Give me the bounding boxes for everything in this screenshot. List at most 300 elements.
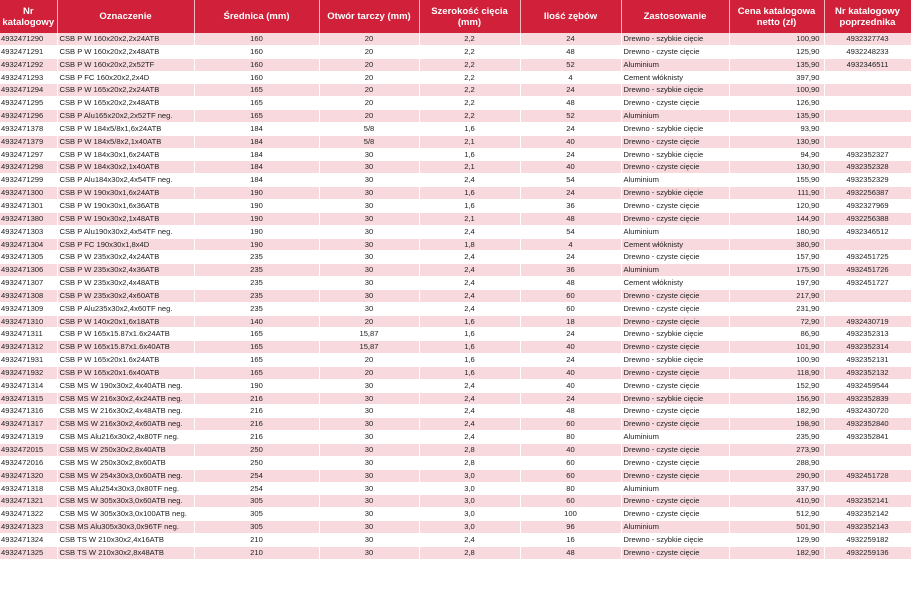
cell-bore: 5/8 (319, 122, 419, 135)
cell-catalog-number: 4932471296 (0, 110, 57, 123)
table-row (0, 392, 911, 405)
cell-bore: 30 (319, 264, 419, 277)
cell-diameter: 160 (194, 33, 319, 45)
cell-designation: CSB P W 190x30x2,1x48ATB (57, 212, 194, 225)
cell-teeth-count: 48 (520, 212, 621, 225)
header-net-price: Cena katalogowa netto (zł) (729, 0, 824, 33)
cell-previous-catalog-number: 4932459544 (824, 379, 911, 392)
table-row (0, 110, 911, 123)
cell-application: Drewno - szybkie cięcie (621, 122, 729, 135)
cell-teeth-count: 52 (520, 110, 621, 123)
cell-teeth-count: 4 (520, 238, 621, 251)
cell-bore: 20 (319, 84, 419, 97)
table-row (0, 97, 911, 110)
cell-bore: 30 (319, 495, 419, 508)
cell-teeth-count: 24 (520, 84, 621, 97)
cell-designation: CSB MS W 305x30x3,0x60ATB neg. (57, 495, 194, 508)
cell-cut-width: 2,4 (419, 379, 520, 392)
cell-diameter: 160 (194, 71, 319, 84)
cell-cut-width: 1,6 (419, 315, 520, 328)
cell-teeth-count: 60 (520, 469, 621, 482)
cell-cut-width: 2,4 (419, 392, 520, 405)
cell-cut-width: 1,6 (419, 187, 520, 200)
cell-diameter: 184 (194, 122, 319, 135)
cell-bore: 30 (319, 277, 419, 290)
cell-cut-width: 1,6 (419, 148, 520, 161)
cell-net-price: 198,90 (729, 418, 824, 431)
cell-application: Cement włóknisty (621, 238, 729, 251)
cell-net-price: 100,90 (729, 84, 824, 97)
cell-bore: 30 (319, 392, 419, 405)
cell-previous-catalog-number (824, 97, 911, 110)
cell-bore: 30 (319, 444, 419, 457)
cell-previous-catalog-number: 4932451728 (824, 469, 911, 482)
table-row (0, 521, 911, 534)
table-row (0, 482, 911, 495)
cell-cut-width: 1,6 (419, 354, 520, 367)
cell-teeth-count: 52 (520, 58, 621, 71)
table-row (0, 277, 911, 290)
cell-previous-catalog-number: 4932259182 (824, 533, 911, 546)
cell-designation: CSB TS W 210x30x2,4x16ATB (57, 533, 194, 546)
cell-diameter: 254 (194, 482, 319, 495)
table-row (0, 508, 911, 521)
cell-bore: 5/8 (319, 135, 419, 148)
cell-catalog-number: 4932471306 (0, 264, 57, 277)
header-row (0, 0, 911, 33)
cell-net-price: 180,90 (729, 225, 824, 238)
cell-diameter: 305 (194, 495, 319, 508)
cell-application: Aluminium (621, 110, 729, 123)
cell-teeth-count: 60 (520, 302, 621, 315)
cell-catalog-number: 4932471309 (0, 302, 57, 315)
cell-previous-catalog-number: 4932352142 (824, 508, 911, 521)
cell-catalog-number: 4932471314 (0, 379, 57, 392)
cell-designation: CSB P W 190x30x1,6x36ATB (57, 199, 194, 212)
cell-cut-width: 2,1 (419, 135, 520, 148)
cell-diameter: 235 (194, 289, 319, 302)
cell-application: Drewno - czyste cięcie (621, 302, 729, 315)
cell-bore: 30 (319, 533, 419, 546)
cell-net-price: 72,90 (729, 315, 824, 328)
cell-designation: CSB P FC 160x20x2,2x4D (57, 71, 194, 84)
cell-bore: 20 (319, 354, 419, 367)
cell-diameter: 190 (194, 379, 319, 392)
cell-previous-catalog-number (824, 482, 911, 495)
cell-previous-catalog-number: 4932346512 (824, 225, 911, 238)
table-row (0, 315, 911, 328)
cell-previous-catalog-number: 4932451725 (824, 251, 911, 264)
cell-bore: 30 (319, 174, 419, 187)
cell-net-price: 152,90 (729, 379, 824, 392)
cell-teeth-count: 100 (520, 508, 621, 521)
cell-designation: CSB P W 184x30x2,1x40ATB (57, 161, 194, 174)
cell-cut-width: 3,0 (419, 508, 520, 521)
cell-cut-width: 3,0 (419, 482, 520, 495)
cell-teeth-count: 96 (520, 521, 621, 534)
cell-catalog-number: 4932471292 (0, 58, 57, 71)
cell-catalog-number: 4932471299 (0, 174, 57, 187)
cell-application: Drewno - czyste cięcie (621, 469, 729, 482)
cell-application: Drewno - czyste cięcie (621, 495, 729, 508)
table-row (0, 495, 911, 508)
cell-diameter: 165 (194, 366, 319, 379)
cell-net-price: 100,90 (729, 354, 824, 367)
table-row (0, 418, 911, 431)
cell-diameter: 210 (194, 546, 319, 559)
cell-catalog-number: 4932471378 (0, 122, 57, 135)
cell-cut-width: 2,4 (419, 533, 520, 546)
cell-net-price: 135,90 (729, 58, 824, 71)
cell-net-price: 118,90 (729, 366, 824, 379)
cell-designation: CSB P FC 190x30x1,8x4D (57, 238, 194, 251)
cell-net-price: 129,90 (729, 533, 824, 546)
table-row (0, 58, 911, 71)
cell-net-price: 101,90 (729, 341, 824, 354)
table-row (0, 238, 911, 251)
cell-previous-catalog-number (824, 135, 911, 148)
table-row (0, 456, 911, 469)
cell-net-price: 125,90 (729, 45, 824, 58)
cell-application: Drewno - szybkie cięcie (621, 148, 729, 161)
cell-previous-catalog-number: 4932451726 (824, 264, 911, 277)
cell-application: Drewno - czyste cięcie (621, 289, 729, 302)
cell-bore: 30 (319, 521, 419, 534)
cell-bore: 15,87 (319, 328, 419, 341)
cell-application: Drewno - czyste cięcie (621, 405, 729, 418)
table-row (0, 289, 911, 302)
cell-application: Aluminium (621, 431, 729, 444)
cell-application: Aluminium (621, 58, 729, 71)
cell-teeth-count: 48 (520, 277, 621, 290)
cell-previous-catalog-number: 4932352141 (824, 495, 911, 508)
cell-bore: 30 (319, 238, 419, 251)
cell-catalog-number: 4932471380 (0, 212, 57, 225)
table-row (0, 225, 911, 238)
cell-diameter: 190 (194, 225, 319, 238)
cell-designation: CSB P W 165x15.87x1.6x24ATB (57, 328, 194, 341)
cell-teeth-count: 48 (520, 546, 621, 559)
cell-bore: 20 (319, 97, 419, 110)
cell-designation: CSB P W 165x20x1.6x40ATB (57, 366, 194, 379)
cell-application: Drewno - czyste cięcie (621, 341, 729, 354)
cell-bore: 20 (319, 33, 419, 45)
cell-catalog-number: 4932471308 (0, 289, 57, 302)
cell-catalog-number: 4932471295 (0, 97, 57, 110)
cell-net-price: 175,90 (729, 264, 824, 277)
cell-catalog-number: 4932471319 (0, 431, 57, 444)
cell-application: Drewno - szybkie cięcie (621, 328, 729, 341)
cell-cut-width: 2,4 (419, 289, 520, 302)
cell-cut-width: 2,4 (419, 251, 520, 264)
cell-application: Drewno - szybkie cięcie (621, 33, 729, 45)
cell-application: Drewno - czyste cięcie (621, 45, 729, 58)
cell-previous-catalog-number: 4932352313 (824, 328, 911, 341)
cell-previous-catalog-number: 4932430720 (824, 405, 911, 418)
header-designation: Oznaczenie (57, 0, 194, 33)
cell-cut-width: 2,2 (419, 110, 520, 123)
cell-cut-width: 2,2 (419, 71, 520, 84)
cell-diameter: 235 (194, 277, 319, 290)
cell-diameter: 190 (194, 199, 319, 212)
table-row (0, 405, 911, 418)
cell-catalog-number: 4932471325 (0, 546, 57, 559)
cell-previous-catalog-number: 4932346511 (824, 58, 911, 71)
cell-application: Drewno - czyste cięcie (621, 97, 729, 110)
cell-designation: CSB P Alu184x30x2,4x54TF neg. (57, 174, 194, 187)
cell-previous-catalog-number: 4932352327 (824, 148, 911, 161)
cell-net-price: 512,90 (729, 508, 824, 521)
cell-diameter: 190 (194, 212, 319, 225)
cell-teeth-count: 24 (520, 328, 621, 341)
table-row (0, 302, 911, 315)
cell-teeth-count: 60 (520, 418, 621, 431)
cell-cut-width: 2,1 (419, 212, 520, 225)
cell-teeth-count: 16 (520, 533, 621, 546)
table-row (0, 174, 911, 187)
cell-catalog-number: 4932471311 (0, 328, 57, 341)
cell-cut-width: 1,6 (419, 199, 520, 212)
cell-previous-catalog-number: 4932256388 (824, 212, 911, 225)
cell-net-price: 86,90 (729, 328, 824, 341)
cell-teeth-count: 4 (520, 71, 621, 84)
cell-bore: 15,87 (319, 341, 419, 354)
cell-teeth-count: 48 (520, 405, 621, 418)
cell-diameter: 216 (194, 418, 319, 431)
cell-previous-catalog-number: 4932327743 (824, 33, 911, 45)
cell-teeth-count: 54 (520, 225, 621, 238)
cell-cut-width: 3,0 (419, 521, 520, 534)
cell-cut-width: 3,0 (419, 469, 520, 482)
table-row (0, 366, 911, 379)
cell-diameter: 250 (194, 456, 319, 469)
cell-cut-width: 2,4 (419, 225, 520, 238)
table-row (0, 328, 911, 341)
cell-designation: CSB P W 184x5/8x1,6x24ATB (57, 122, 194, 135)
cell-catalog-number: 4932471320 (0, 469, 57, 482)
table-row (0, 199, 911, 212)
cell-teeth-count: 24 (520, 354, 621, 367)
cell-designation: CSB P W 165x20x2,2x48ATB (57, 97, 194, 110)
cell-diameter: 305 (194, 508, 319, 521)
cell-diameter: 165 (194, 341, 319, 354)
cell-designation: CSB P W 235x30x2,4x24ATB (57, 251, 194, 264)
cell-application: Drewno - czyste cięcie (621, 546, 729, 559)
cell-designation: CSB MS Alu254x30x3,0x80TF neg. (57, 482, 194, 495)
cell-designation: CSB P W 140x20x1,6x18ATB (57, 315, 194, 328)
cell-diameter: 184 (194, 135, 319, 148)
cell-net-price: 126,90 (729, 97, 824, 110)
cell-teeth-count: 24 (520, 148, 621, 161)
cell-net-price: 156,90 (729, 392, 824, 405)
cell-diameter: 216 (194, 392, 319, 405)
header-bore: Otwór tarczy (mm) (319, 0, 419, 33)
cell-application: Drewno - szybkie cięcie (621, 84, 729, 97)
cell-catalog-number: 4932471321 (0, 495, 57, 508)
cell-previous-catalog-number: 4932352143 (824, 521, 911, 534)
cell-cut-width: 2,4 (419, 405, 520, 418)
cell-application: Drewno - czyste cięcie (621, 315, 729, 328)
cell-net-price: 155,90 (729, 174, 824, 187)
cell-catalog-number: 4932471294 (0, 84, 57, 97)
cell-teeth-count: 48 (520, 97, 621, 110)
cell-net-price: 100,90 (729, 33, 824, 45)
cell-designation: CSB MS W 190x30x2,4x40ATB neg. (57, 379, 194, 392)
cell-diameter: 216 (194, 405, 319, 418)
cell-application: Drewno - szybkie cięcie (621, 392, 729, 405)
cell-cut-width: 1,6 (419, 328, 520, 341)
cell-teeth-count: 36 (520, 264, 621, 277)
cell-bore: 30 (319, 379, 419, 392)
cell-catalog-number: 4932471290 (0, 33, 57, 45)
cell-cut-width: 1,6 (419, 122, 520, 135)
cell-previous-catalog-number: 4932430719 (824, 315, 911, 328)
cell-designation: CSB TS W 210x30x2,8x48ATB (57, 546, 194, 559)
cell-teeth-count: 40 (520, 341, 621, 354)
cell-cut-width: 2,4 (419, 302, 520, 315)
cell-bore: 30 (319, 508, 419, 521)
cell-catalog-number: 4932471379 (0, 135, 57, 148)
cell-cut-width: 2,2 (419, 33, 520, 45)
cell-previous-catalog-number (824, 110, 911, 123)
cell-diameter: 165 (194, 354, 319, 367)
cell-cut-width: 2,4 (419, 431, 520, 444)
cell-bore: 20 (319, 71, 419, 84)
cell-cut-width: 1,8 (419, 238, 520, 251)
cell-diameter: 165 (194, 328, 319, 341)
table-row (0, 71, 911, 84)
cell-diameter: 254 (194, 469, 319, 482)
cell-designation: CSB MS W 250x30x2,8x60ATB (57, 456, 194, 469)
cell-application: Aluminium (621, 174, 729, 187)
cell-diameter: 216 (194, 431, 319, 444)
cell-catalog-number: 4932471293 (0, 71, 57, 84)
cell-designation: CSB P W 160x20x2,2x52TF (57, 58, 194, 71)
cell-net-price: 182,90 (729, 405, 824, 418)
cell-net-price: 130,90 (729, 135, 824, 148)
cell-diameter: 140 (194, 315, 319, 328)
cell-bore: 30 (319, 161, 419, 174)
cell-net-price: 144,90 (729, 212, 824, 225)
cell-net-price: 231,90 (729, 302, 824, 315)
cell-teeth-count: 80 (520, 482, 621, 495)
cell-catalog-number: 4932471312 (0, 341, 57, 354)
cell-net-price: 182,90 (729, 546, 824, 559)
cell-catalog-number: 4932471297 (0, 148, 57, 161)
cell-diameter: 190 (194, 187, 319, 200)
cell-bore: 30 (319, 405, 419, 418)
cell-designation: CSB MS Alu305x30x3,0x96TF neg. (57, 521, 194, 534)
cell-designation: CSB MS W 216x30x2,4x24ATB neg. (57, 392, 194, 405)
header-application: Zastosowanie (621, 0, 729, 33)
cell-teeth-count: 60 (520, 456, 621, 469)
cell-application: Cement włóknisty (621, 71, 729, 84)
cell-designation: CSB MS W 254x30x3,0x60ATB neg. (57, 469, 194, 482)
cell-cut-width: 2,4 (419, 418, 520, 431)
cell-previous-catalog-number: 4932352328 (824, 161, 911, 174)
cell-diameter: 184 (194, 174, 319, 187)
table-row (0, 33, 911, 45)
cell-bore: 20 (319, 45, 419, 58)
cell-designation: CSB P Alu190x30x2,4x54TF neg. (57, 225, 194, 238)
cell-bore: 30 (319, 225, 419, 238)
cell-designation: CSB MS W 216x30x2,4x48ATB neg. (57, 405, 194, 418)
cell-previous-catalog-number (824, 456, 911, 469)
cell-catalog-number: 4932471298 (0, 161, 57, 174)
cell-bore: 20 (319, 315, 419, 328)
cell-designation: CSB MS W 305x30x3,0x100ATB neg. (57, 508, 194, 521)
cell-designation: CSB P W 184x5/8x2,1x40ATB (57, 135, 194, 148)
cell-application: Drewno - czyste cięcie (621, 444, 729, 457)
table-row (0, 45, 911, 58)
cell-application: Aluminium (621, 264, 729, 277)
cell-previous-catalog-number: 4932352131 (824, 354, 911, 367)
table-row (0, 341, 911, 354)
cell-diameter: 235 (194, 264, 319, 277)
header-previous-catalog-number: Nr katalogowy poprzednika (824, 0, 911, 33)
cell-diameter: 250 (194, 444, 319, 457)
cell-diameter: 235 (194, 251, 319, 264)
cell-designation: CSB P W 160x20x2,2x24ATB (57, 33, 194, 45)
cell-designation: CSB P W 235x30x2,4x60ATB (57, 289, 194, 302)
cell-previous-catalog-number: 4932352839 (824, 392, 911, 405)
cell-designation: CSB P W 160x20x2,2x48ATB (57, 45, 194, 58)
table-row (0, 444, 911, 457)
cell-diameter: 305 (194, 521, 319, 534)
cell-previous-catalog-number (824, 289, 911, 302)
table-body (0, 33, 911, 559)
cell-previous-catalog-number: 4932256387 (824, 187, 911, 200)
cell-cut-width: 2,2 (419, 84, 520, 97)
table-row (0, 431, 911, 444)
cell-catalog-number: 4932471316 (0, 405, 57, 418)
cell-previous-catalog-number (824, 71, 911, 84)
cell-catalog-number: 4932471315 (0, 392, 57, 405)
cell-net-price: 94,90 (729, 148, 824, 161)
cell-net-price: 380,90 (729, 238, 824, 251)
cell-application: Drewno - czyste cięcie (621, 161, 729, 174)
cell-catalog-number: 4932471305 (0, 251, 57, 264)
cell-catalog-number: 4932471318 (0, 482, 57, 495)
cell-previous-catalog-number: 4932352314 (824, 341, 911, 354)
cell-net-price: 197,90 (729, 277, 824, 290)
cell-diameter: 210 (194, 533, 319, 546)
cell-diameter: 165 (194, 97, 319, 110)
cell-application: Drewno - czyste cięcie (621, 508, 729, 521)
table-row (0, 251, 911, 264)
cell-designation: CSB MS W 250x30x2,8x40ATB (57, 444, 194, 457)
cell-application: Aluminium (621, 482, 729, 495)
table-row (0, 161, 911, 174)
cell-designation: CSB P W 235x30x2,4x48ATB (57, 277, 194, 290)
cell-designation: CSB MS W 216x30x2,4x60ATB neg. (57, 418, 194, 431)
cell-designation: CSB P Alu165x20x2,2x52TF neg. (57, 110, 194, 123)
cell-net-price: 135,90 (729, 110, 824, 123)
table-row (0, 469, 911, 482)
table-row (0, 379, 911, 392)
cell-cut-width: 2,4 (419, 277, 520, 290)
cell-application: Drewno - czyste cięcie (621, 212, 729, 225)
cell-teeth-count: 60 (520, 495, 621, 508)
cell-previous-catalog-number (824, 302, 911, 315)
cell-net-price: 120,90 (729, 199, 824, 212)
cell-cut-width: 1,6 (419, 366, 520, 379)
table-row (0, 135, 911, 148)
cell-bore: 30 (319, 302, 419, 315)
table-header (0, 0, 911, 33)
cell-diameter: 235 (194, 302, 319, 315)
table-row (0, 264, 911, 277)
